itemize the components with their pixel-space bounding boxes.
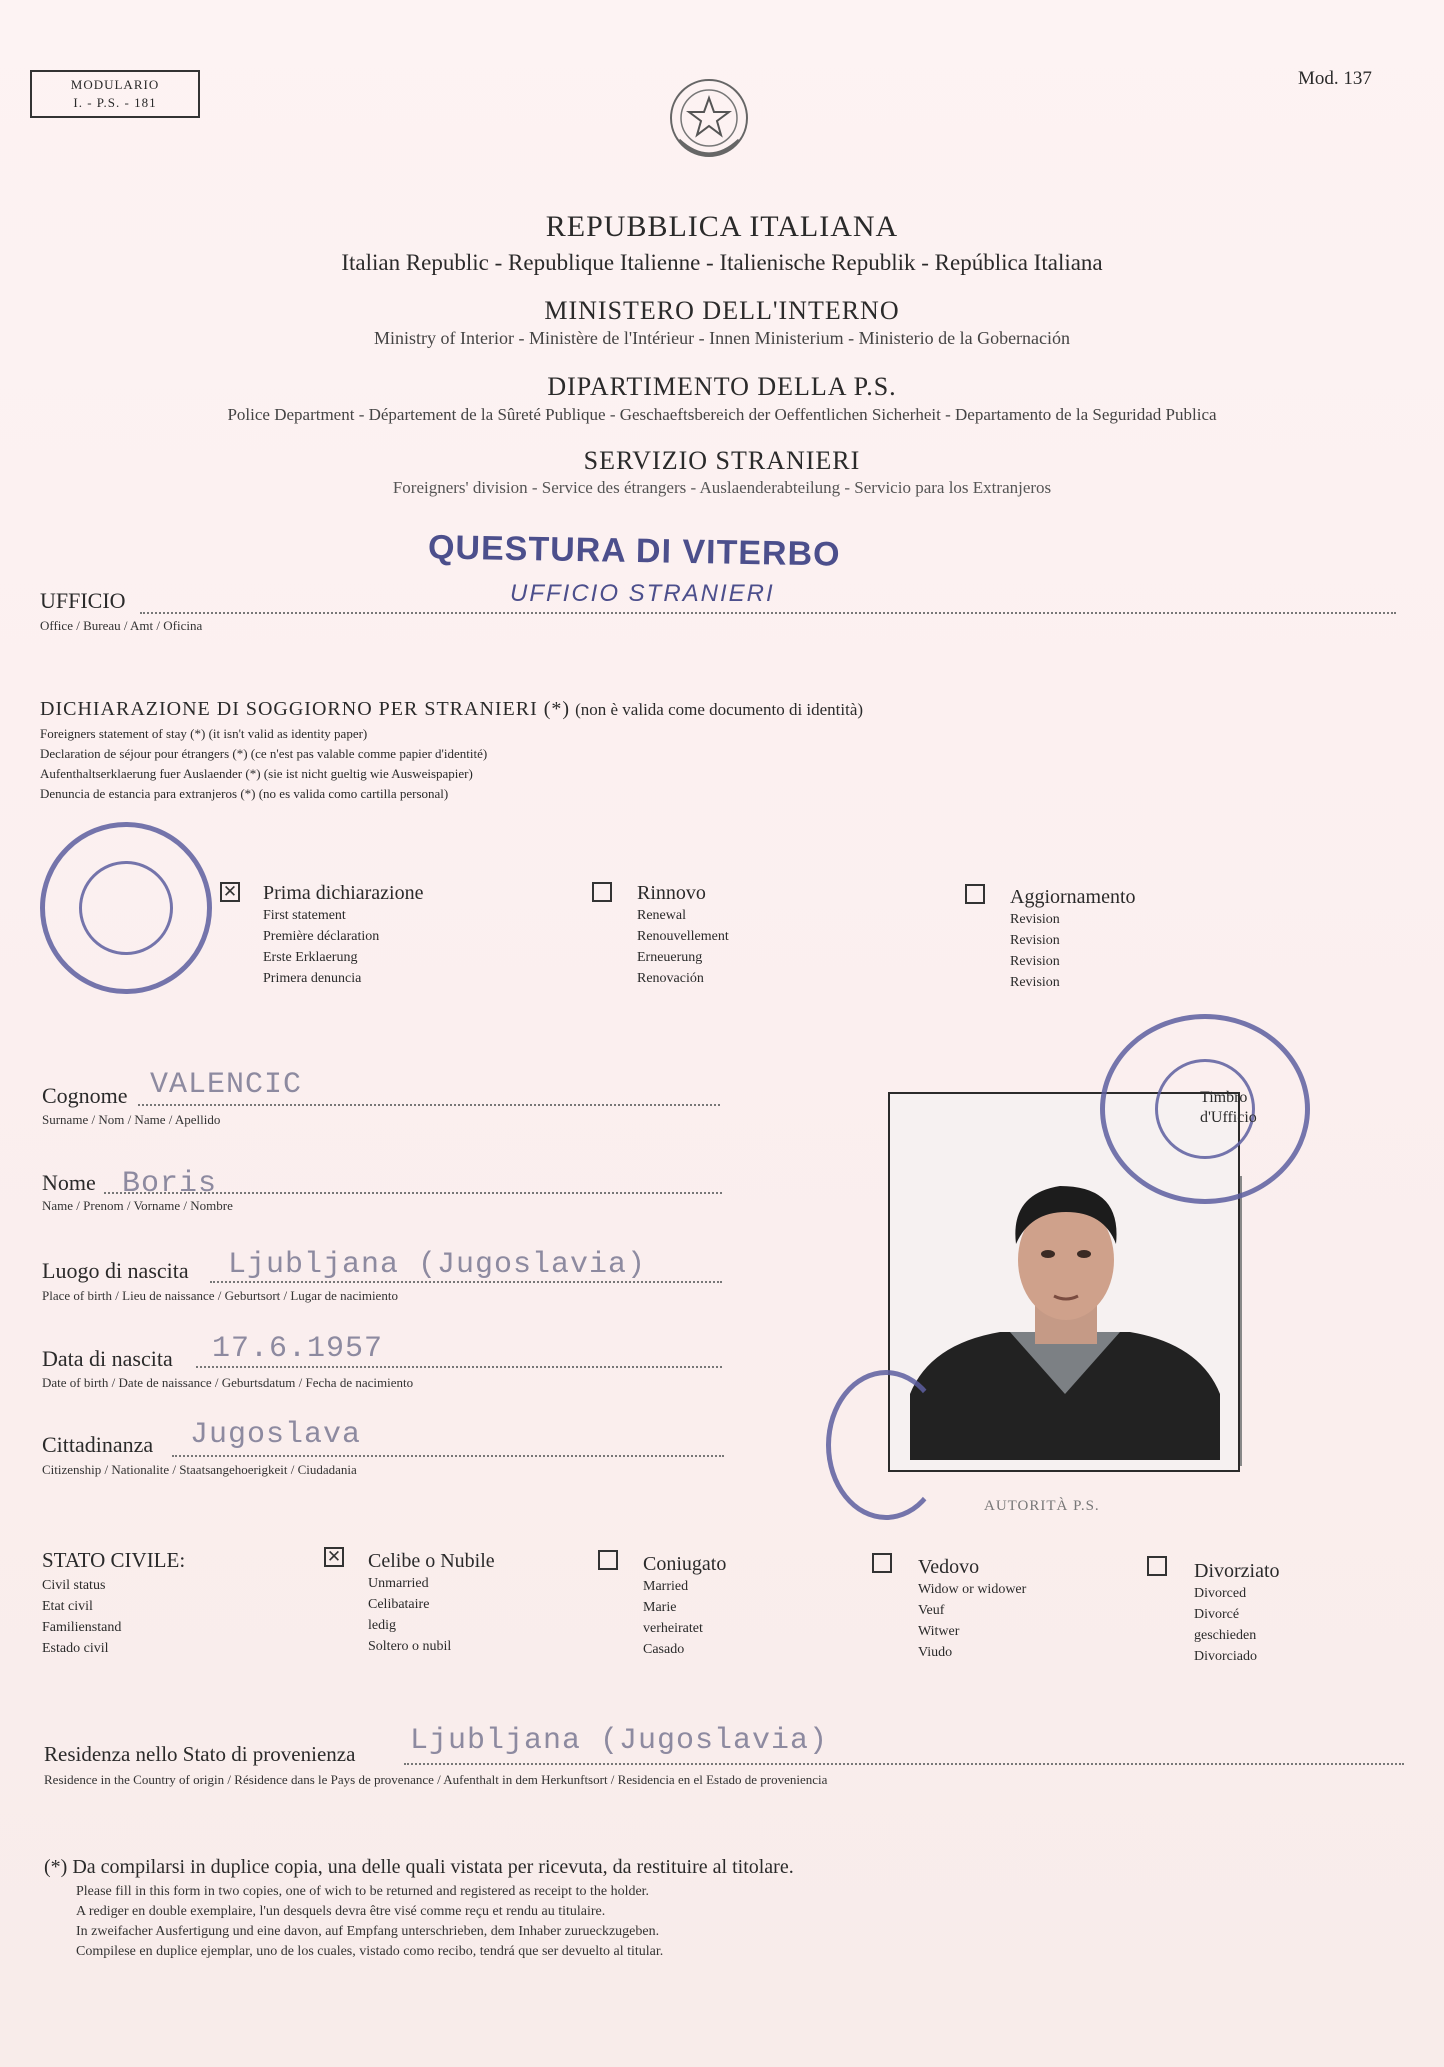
birthdate-line xyxy=(196,1366,722,1368)
office-stamp-label: Timbro d'Ufficio xyxy=(1200,1089,1257,1126)
option-line: Divorced xyxy=(1194,1586,1247,1601)
office-line xyxy=(140,612,1396,614)
option-lines xyxy=(918,1579,1026,1663)
birthplace-value: Ljubljana (Jugoslavia) xyxy=(228,1248,647,1282)
option-line: Revision xyxy=(1010,933,1060,948)
declaration-translations xyxy=(40,724,487,804)
citizenship-label: Cittadinanza xyxy=(42,1432,154,1457)
option-line: Revision xyxy=(1010,954,1060,969)
citizenship-sub: Citizenship / Nationalite / Staatsangehoerigkeit / Ciudadania xyxy=(42,1462,357,1477)
ministry-translations: Ministry of Interior - Ministère de l'Intérieur - Innen Ministerium - Ministerio de la Gobernación xyxy=(373,328,1071,348)
civil-status-line: Civil status xyxy=(42,1578,106,1593)
renewal-checkbox[interactable] xyxy=(592,882,612,902)
residence-value: Ljubljana (Jugoslavia) xyxy=(410,1724,829,1758)
citizenship-line xyxy=(172,1455,724,1457)
renewal-option xyxy=(637,882,729,989)
option-lines xyxy=(1194,1583,1280,1667)
footnote-translations xyxy=(76,1882,663,1962)
unmarried-option xyxy=(368,1550,495,1657)
option-line: Divorciado xyxy=(1194,1649,1257,1664)
declaration-line: Aufenthaltserklaerung fuer Auslaender (*) (sie ist nicht gueltig wie Ausweispapier) xyxy=(40,766,473,781)
option-line: geschieden xyxy=(1194,1628,1257,1643)
residence-sub: Residence in the Country of origin / Résidence dans le Pays de provenance / Aufenthalt in dem Herkunftsort / Residencia en el Estado de proveniencia xyxy=(44,1772,828,1787)
option-line: Celibataire xyxy=(368,1597,430,1612)
option-title: Vedovo xyxy=(918,1556,980,1578)
surname-sub: Surname / Nom / Name / Apellido xyxy=(42,1112,221,1127)
option-line: Veuf xyxy=(918,1603,945,1618)
revision-option xyxy=(1010,886,1136,993)
option-title: Coniugato xyxy=(643,1553,727,1575)
civil-status-line: Familienstand xyxy=(42,1620,122,1635)
widowed-option xyxy=(918,1556,1026,1663)
option-line: Renouvellement xyxy=(637,929,729,944)
option-line: Renewal xyxy=(637,908,686,923)
surname-line xyxy=(138,1104,720,1106)
declaration-line: Foreigners statement of stay (*) (it isn't valid as identity paper) xyxy=(40,726,368,741)
civil-status-translations xyxy=(42,1575,121,1659)
widowed-checkbox[interactable] xyxy=(872,1553,892,1573)
declaration-note: (non è valida come documento di identità) xyxy=(575,700,864,719)
first-statement-option xyxy=(263,882,424,989)
revision-checkbox[interactable] xyxy=(965,884,985,904)
modulario-line1: MODULARIO xyxy=(70,77,160,92)
residence-line xyxy=(404,1763,1404,1765)
residence-label: Residenza nello Stato di provenienza xyxy=(44,1742,356,1766)
option-line: Renovación xyxy=(637,971,704,986)
option-line: Witwer xyxy=(918,1624,960,1639)
option-title: Celibe o Nubile xyxy=(368,1550,495,1572)
option-line: verheiratet xyxy=(643,1621,703,1636)
option-lines xyxy=(637,905,729,989)
questura-round-stamp xyxy=(40,822,212,994)
option-line: Primera denuncia xyxy=(263,971,362,986)
option-line: Unmarried xyxy=(368,1576,429,1591)
unmarried-checkbox[interactable] xyxy=(324,1547,344,1567)
married-checkbox[interactable] xyxy=(598,1550,618,1570)
option-line: Revision xyxy=(1010,912,1060,927)
birthdate-value: 17.6.1957 xyxy=(212,1332,384,1366)
birthdate-label: Data di nascita xyxy=(42,1346,173,1371)
surname-label: Cognome xyxy=(42,1083,128,1108)
declaration-title-row xyxy=(40,698,863,721)
option-line: ledig xyxy=(368,1618,396,1633)
married-option xyxy=(643,1553,726,1660)
option-title: Prima dichiarazione xyxy=(263,882,424,904)
option-line: Revision xyxy=(1010,975,1060,990)
option-title: Divorziato xyxy=(1194,1560,1280,1582)
lower-round-stamp xyxy=(826,1370,946,1520)
civil-status-line: Estado civil xyxy=(42,1641,109,1656)
name-label: Nome xyxy=(42,1170,96,1195)
option-line: Première déclaration xyxy=(263,929,380,944)
model-number: Mod. 137 xyxy=(1298,68,1372,89)
option-line: Viudo xyxy=(918,1645,953,1660)
option-line: Divorcé xyxy=(1194,1607,1240,1622)
option-line: Erneuerung xyxy=(637,950,703,965)
name-sub: Name / Prenom / Vorname / Nombre xyxy=(42,1198,233,1213)
footnote-main: (*) Da compilarsi in duplice copia, una delle quali vistata per ricevuta, da restituire al titolare. xyxy=(44,1856,794,1878)
modulario-line2: I. - P.S. - 181 xyxy=(73,95,157,110)
option-line: Married xyxy=(643,1579,689,1594)
option-line: First statement xyxy=(263,908,346,923)
option-lines xyxy=(263,905,424,989)
service-title: SERVIZIO STRANIERI xyxy=(583,446,861,475)
option-line: Casado xyxy=(643,1642,685,1657)
footnote-line: Please fill in this form in two copies, one of wich to be returned and registered as receipt to the holder. xyxy=(76,1884,650,1899)
department-translations: Police Department - Département de la Sûreté Publique - Geschaeftsbereich der Oeffentlichen Sicherheit - Departamento de la Seguridad Publica xyxy=(227,405,1217,424)
option-lines xyxy=(643,1576,726,1660)
first-statement-checkbox[interactable] xyxy=(220,882,240,902)
option-lines xyxy=(368,1573,495,1657)
declaration-line: Declaration de séjour pour étrangers (*) (ce n'est pas valable comme papier d'identité) xyxy=(40,746,488,761)
option-title: Rinnovo xyxy=(637,882,706,904)
divorced-checkbox[interactable] xyxy=(1147,1556,1167,1576)
department-title: DIPARTIMENTO DELLA P.S. xyxy=(547,372,897,401)
option-line: Widow or widower xyxy=(918,1582,1027,1597)
option-title: Aggiornamento xyxy=(1010,886,1136,908)
birthplace-label: Luogo di nascita xyxy=(42,1258,189,1283)
questura-stamp: QUESTURA DI VITERBO xyxy=(427,528,841,574)
birthplace-sub: Place of birth / Lieu de naissance / Geburtsort / Lugar de nacimiento xyxy=(42,1288,398,1303)
office-sub: Office / Bureau / Amt / Oficina xyxy=(40,618,203,633)
footnote-line: In zweifacher Ausfertigung und eine davon, auf Empfang unterschrieben, dem Inhaber zurueckzugeben. xyxy=(76,1924,660,1939)
ministry-title: MINISTERO DELL'INTERNO xyxy=(544,296,900,325)
option-line: Erste Erklaerung xyxy=(263,950,358,965)
photo-frame-line xyxy=(1240,1176,1242,1466)
divorced-option xyxy=(1194,1560,1280,1667)
declaration-title: DICHIARAZIONE DI SOGGIORNO PER STRANIERI (*) xyxy=(40,698,571,720)
photo-authority-text: AUTORITÀ P.S. xyxy=(984,1498,1100,1514)
republic-title: REPUBBLICA ITALIANA xyxy=(545,210,899,243)
birthdate-sub: Date of birth / Date de naissance / Geburtsdatum / Fecha de nacimiento xyxy=(42,1375,414,1390)
declaration-line: Denuncia de estancia para extranjeros (*) (no es valida como cartilla personal) xyxy=(40,786,449,801)
civil-status-label: STATO CIVILE: xyxy=(42,1548,186,1572)
name-line xyxy=(104,1192,722,1194)
option-lines xyxy=(1010,909,1136,993)
surname-value: VALENCIC xyxy=(150,1068,303,1102)
footnote-line: Compilese en duplice ejemplar, uno de los cuales, vistado como recibo, tendrá que ser devuelto al titular. xyxy=(76,1944,664,1959)
name-value: Boris xyxy=(122,1167,218,1201)
republic-translations: Italian Republic - Republique Italienne - Italienische Republik - República Italiana xyxy=(341,250,1103,275)
republic-emblem-icon xyxy=(664,70,754,170)
modulario-box xyxy=(30,70,200,118)
citizenship-value: Jugoslava xyxy=(190,1418,362,1452)
option-line: Soltero o nubil xyxy=(368,1639,452,1654)
birthplace-line xyxy=(210,1281,722,1283)
office-label: UFFICIO xyxy=(40,588,126,613)
option-line: Marie xyxy=(643,1600,677,1615)
footnote-line: A rediger en double exemplaire, l'un desquels devra être visé comme reçu et rendu au titulaire. xyxy=(76,1904,606,1919)
office-stamp: UFFICIO STRANIERI xyxy=(510,580,775,607)
civil-status-line: Etat civil xyxy=(42,1599,93,1614)
service-translations: Foreigners' division - Service des étrangers - Auslaenderabteilung - Servicio para los Extranjeros xyxy=(392,478,1052,497)
